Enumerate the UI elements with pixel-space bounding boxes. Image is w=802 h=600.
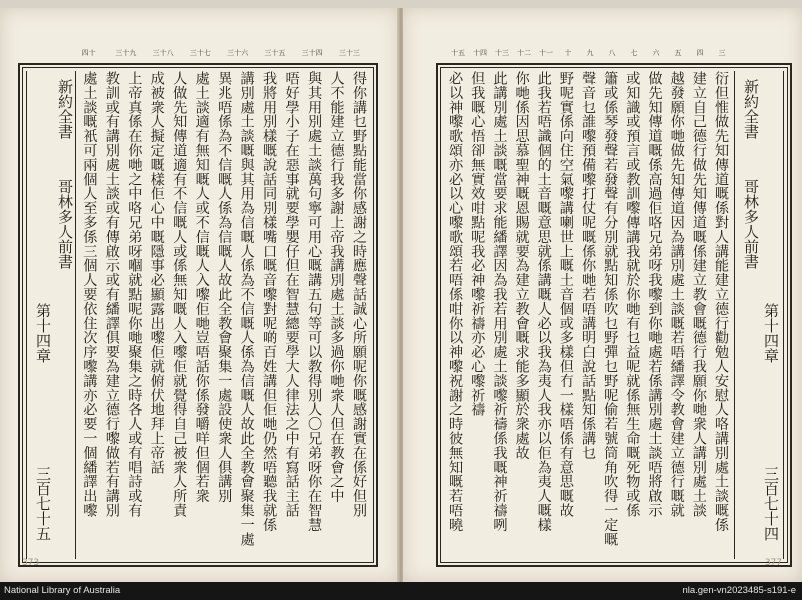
item-identifier: nla.gen-vn2023485-s191-e [682,585,796,596]
left-page [0,8,399,582]
text-column: 做先知傳道嘅係高過佢咯兄弟呀我嚟到你哋處若係講別處土談唔將啟示 [646,71,663,518]
pencil-page-note: 373 [22,558,40,568]
text-column: 處土談嘅衹可兩個人至多係三個人要依住次序嚟講亦必要一個繙譯出嚟 [81,71,98,518]
right-text-frame [436,63,792,567]
text-column: 越發願你哋做先知傳道因為講別處土談嘅若唔繙譯令教會建立德行嘅就 [668,71,685,518]
text-column: 人不能建立德行我多謝上帝我講別處土談多過你哋衆人但在教會之中 [328,71,345,503]
right-page [403,8,802,582]
text-column: 野呢實係向住空氣嚟講喇世上嘅土音個或多樣但冇一樣唔係有意思嘅故 [557,71,574,518]
text-column: 與其用別處土談萬句寧可用心嘅講五句等可以教得別人〇兄弟呀你在智慧 [306,71,323,532]
page-number: 三百七十四 [762,466,780,541]
text-column: 成被衆人擬定嘅樣佢心中嘅隱事必顯露出嚟佢就俯伏地拜上帝話 [148,71,165,475]
text-column: 我將用別樣嘅說話同別樣嘴口嘅音嚟對呢啲百姓講但佢哋仍然唔聽我就係 [261,71,278,532]
text-column: 處土談適有無知嘅人或不信嘅人入嚟佢哋豈唔話你係發嚼咩但個若衆 [193,71,210,503]
verse-mark: 十三 [495,49,509,57]
text-column: 教訓或有講別處土談或有傳啟示或有繙譯俱要為建立德行嚟做若有講別 [103,71,120,518]
footer-bar [0,582,802,600]
text-column: 建立自己德行做先知傳道嘅係建立教會嘅德行我願你哋衆人講別處土談 [690,71,707,518]
text-column: 得你講乜野點能當你感謝之時應聲話誠心所願呢你嘅感謝實在係好但別 [351,71,367,518]
text-column: 此我若唔識個的土音嘅意思就係講嘅人必以我為夷人我亦以佢為夷人嘅樣 [535,71,552,532]
verse-mark: 三十九 [115,49,137,57]
verse-mark: 四 [696,49,704,57]
institution-credit: National Library of Australia [4,585,121,596]
text-column: 上帝真係在你哋之中咯兄弟呀嗰就點呢你哋聚集之時各人或有唱詩或有 [126,71,143,518]
text-column: 此講別處土談嘅當要求能繙譯因為我若用別處土談嚟祈禱係我嘅神祈禱咧 [491,71,508,532]
book-title: 新約全書 [742,79,760,139]
text-column: 你哋係因思慕聖神嘅恩賜就要為建立教會嘅求能多顯於衆處故 [513,71,530,460]
verse-mark: 三十四 [301,49,323,57]
verse-mark: 三十七 [189,49,211,57]
verse-mark: 三 [718,49,726,57]
verse-mark: 十五 [451,49,465,57]
verse-mark: 七 [630,49,638,57]
chapter-title: 哥林多人前書 [56,179,74,269]
left-text-frame [18,63,378,567]
text-column: 簫或係琴發聲若發聲有分別就點知係吹乜野彈乜野呢偷若號筒角吹得一定嘅 [602,71,619,547]
chapter-number: 第十四章 [34,303,52,363]
verse-mark: 三十五 [264,49,286,57]
verse-mark: 三十三 [338,49,360,57]
verse-mark: 十二 [517,49,531,57]
verse-mark: 十四 [473,49,487,57]
text-column: 但我嘅心悟卻無實效咁點呢我必神嚟祈禱亦必心嚟祈禱 [469,71,486,417]
verse-mark: 六 [652,49,660,57]
text-column: 聲音乜誰嚟預備嚟打仗呢嘅係你哋若唔講明白說話點知係講乜 [580,71,597,460]
text-column: 講別處土談嘅與其用為信嘅人係為不信嘅人係為信嘅人故此全教會聚集一處 [238,71,255,547]
right-verse-marks [447,48,733,58]
left-text-body [78,71,370,559]
text-column: 或知識或預言或教訓嚟傳講我就於你哋有乜益呢就係無生命嘅死物或係 [624,71,641,518]
left-verse-marks [70,48,368,58]
right-text-body [444,71,732,559]
page-number: 三百七十五 [34,466,52,541]
book-title: 新約全書 [56,79,74,139]
text-column: 衍但惟做先知傳道嘅係對人講能建立德行勸勉人安慰人咯講別處土談嘅係 [713,71,729,532]
pencil-page-note: 377 [764,558,782,568]
chapter-number: 第十四章 [762,303,780,363]
verse-mark: 三十六 [227,49,249,57]
verse-mark: 八 [608,49,616,57]
right-margin-column [734,71,784,559]
text-column: 人做先知傳道適有不信嘅人或係無知嘅人入嚟佢就覺得自己被衆人所責 [171,71,188,518]
text-column: 唔好學小子在惡事就要學嬰仔但在智慧總要學大人律法之中有寫話主話 [283,71,300,518]
verse-mark: 十一 [539,49,553,57]
verse-mark: 九 [586,49,594,57]
chapter-title: 哥林多人前書 [742,179,760,269]
verse-mark: 五 [674,49,682,57]
left-margin-column [26,71,76,559]
verse-mark: 四十 [81,49,96,57]
text-column: 異兆唔係為不信嘅人係為信嘅人故此全教會聚集一處設使衆人俱講別 [216,71,233,503]
text-column: 必以神嚟歌頌亦必以心嚟歌頌若唔係咁你以神嚟祝謝之時彼無知嘅若唔曉 [447,71,464,532]
verse-mark: 十 [564,49,572,57]
verse-mark: 三十八 [152,49,174,57]
